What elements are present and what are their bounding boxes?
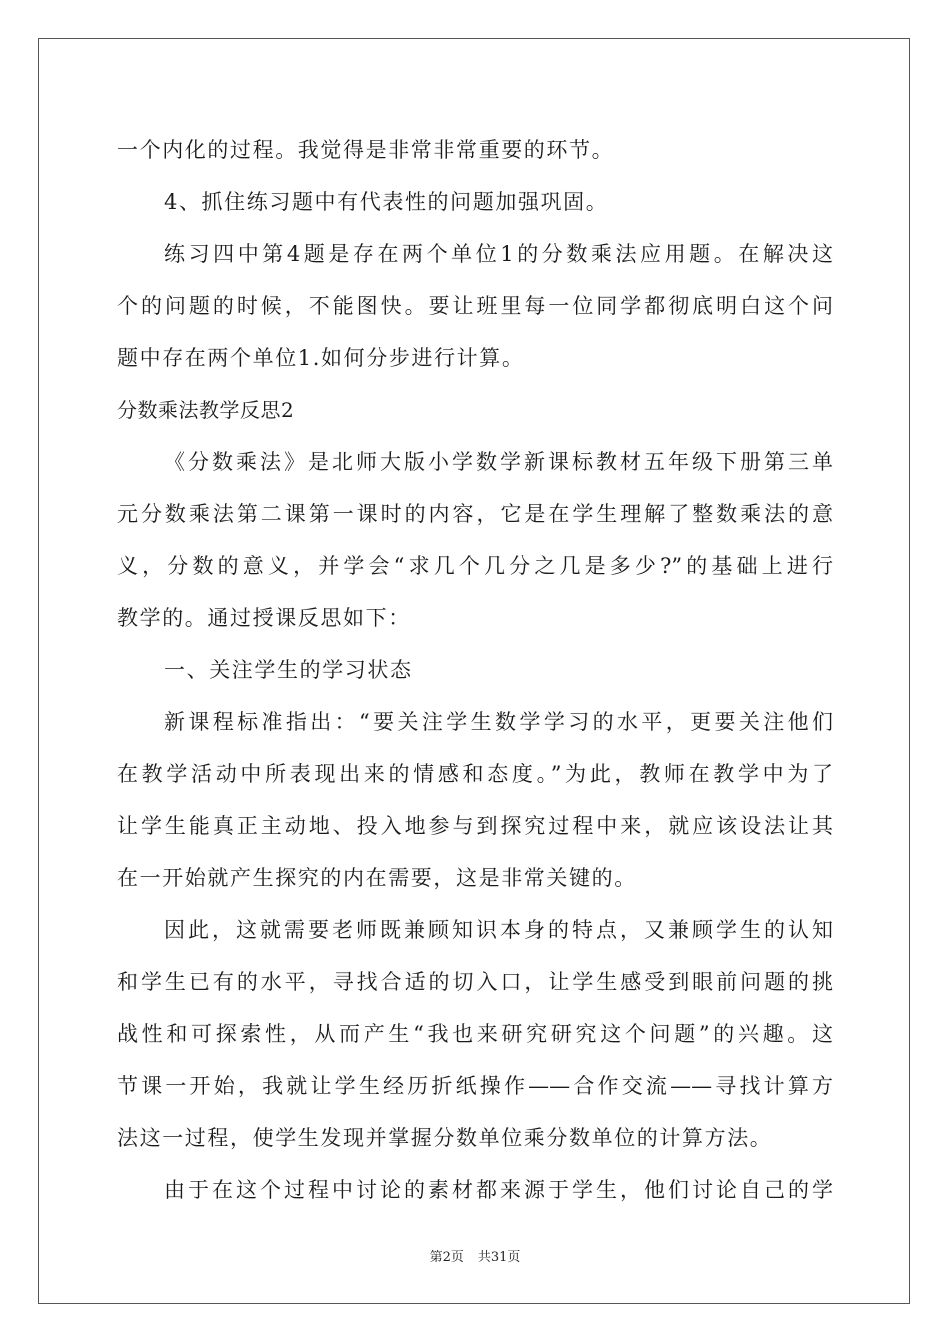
list-item-heading: 4、抓住练习题中有代表性的问题加强巩固。: [164, 190, 609, 214]
text-line: 法这一过程，使学生发现并掌握分数单位乘分数单位的计算方法。: [117, 1126, 773, 1150]
section-title: 分数乘法教学反思2: [117, 398, 295, 422]
text-line: 在教学活动中所表现出来的情感和态度。”为此，教师在教学中为了: [117, 762, 833, 786]
document-body: [117, 124, 833, 1216]
text-line: 节课一开始，我就让学生经历折纸操作——合作交流——寻找计算方: [117, 1074, 833, 1098]
page-total: 共31页: [477, 1250, 521, 1265]
text-line: 个的问题的时候，不能图快。要让班里每一位同学都彻底明白这个问: [117, 294, 833, 318]
text-line: 由于在这个过程中讨论的素材都来源于学生，他们讨论自己的学: [164, 1178, 833, 1202]
text-line: 教学的。通过授课反思如下：: [117, 606, 411, 630]
text-line: 题中存在两个单位1.如何分步进行计算。: [117, 346, 525, 370]
text-line: 和学生已有的水平，寻找合适的切入口，让学生感受到眼前问题的挑: [117, 970, 833, 994]
text-line: 战性和可探索性，从而产生“我也来研究研究这个问题”的兴趣。这: [117, 1022, 833, 1046]
text-line: 一个内化的过程。我觉得是非常非常重要的环节。: [117, 138, 615, 162]
page-number: 第2页: [429, 1250, 464, 1265]
text-line: 新课程标准指出：“要关注学生数学学习的水平，更要关注他们: [164, 710, 833, 734]
sub-heading: 一、关注学生的学习状态: [164, 658, 413, 682]
text-line: 在一开始就产生探究的内在需要，这是非常关键的。: [117, 866, 637, 890]
text-line: 因此，这就需要老师既兼顾知识本身的特点，又兼顾学生的认知: [164, 918, 833, 942]
text-line: 练习四中第4题是存在两个单位1的分数乘法应用题。在解决这: [164, 242, 833, 266]
page-footer: [0, 1246, 950, 1265]
text-line: 元分数乘法第二课第一课时的内容，它是在学生理解了整数乘法的意: [117, 502, 833, 526]
text-line: 《分数乘法》是北师大版小学数学新课标教材五年级下册第三单: [164, 450, 833, 474]
text-line: 让学生能真正主动地、投入地参与到探究过程中来，就应该设法让其: [117, 814, 833, 838]
text-line: 义，分数的意义，并学会“求几个几分之几是多少?”的基础上进行: [117, 554, 833, 578]
